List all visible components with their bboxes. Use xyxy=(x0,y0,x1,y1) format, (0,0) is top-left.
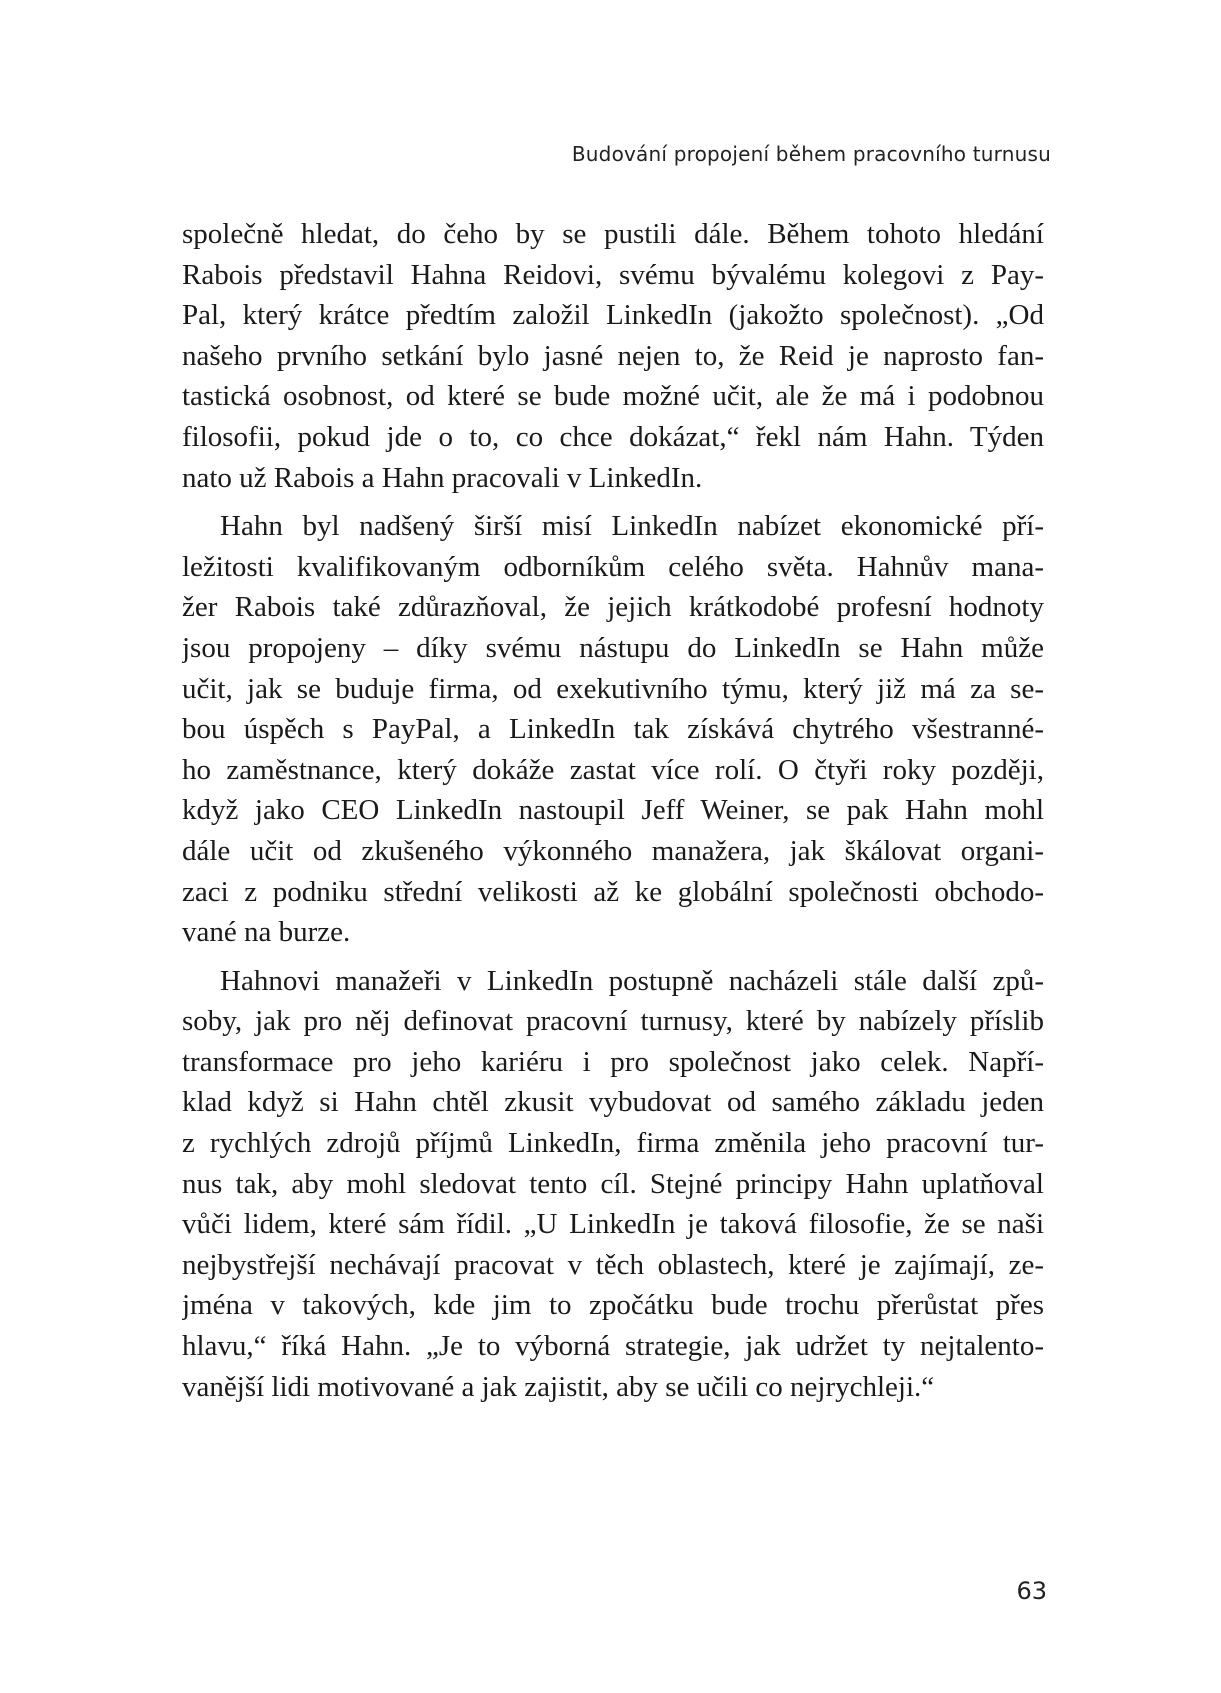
text-line: Hahnovi manažeři v LinkedIn postupně nacházeli stále další způ- xyxy=(220,964,1044,997)
text-line: Rabois představil Hahna Reidovi, svému bývalému kolegovi z Pay- xyxy=(182,258,1044,291)
text-line: Hahn byl nadšený širší misí LinkedIn nabízet ekonomické pří- xyxy=(220,510,1044,543)
running-header: Budování propojení během pracovního turnusu xyxy=(571,142,1051,166)
text-line: Pal, který krátce předtím založil LinkedIn (jakožto společnost). „Od xyxy=(182,299,1044,332)
text-line: ho zaměstnance, který dokáže zastat více rolí. O čtyři roky později, xyxy=(182,753,1044,786)
text-line: hlavu,“ říká Hahn. „Je to výborná strategie, jak udržet ty nejtalento- xyxy=(182,1330,1044,1363)
paragraph-gap xyxy=(182,498,1044,506)
text-line: jména v takových, kde jim to zpočátku bude trochu přerůstat přes xyxy=(182,1289,1044,1322)
text-line: filosofii, pokud jde o to, co chce dokázat,“ řekl nám Hahn. Týden xyxy=(182,420,1044,453)
text-line: společně hledat, do čeho by se pustili dále. Během tohoto hledání xyxy=(182,218,1044,250)
text-line: dále učit od zkušeného výkonného manažera, jak škálovat organi- xyxy=(182,834,1044,867)
text-line: nus tak, aby mohl sledovat tento cíl. Stejné principy Hahn uplatňoval xyxy=(182,1167,1044,1200)
text-line: vůči lidem, které sám řídil. „U LinkedIn je taková filosofie, že se naši xyxy=(182,1208,1044,1241)
text-line: nato už Rabois a Hahn pracovali v LinkedIn. xyxy=(182,461,703,494)
text-line: vané na burze. xyxy=(182,916,351,949)
text-line: nejbystřejší nechávají pracovat v těch oblastech, které je zajímají, ze- xyxy=(182,1248,1044,1281)
body-text xyxy=(182,214,1044,1407)
page-number: 63 xyxy=(1016,1577,1047,1605)
text-line: ležitosti kvalifikovaným odborníkům celého světa. Hahnův mana- xyxy=(182,550,1044,583)
text-line: když jako CEO LinkedIn nastoupil Jeff Weiner, se pak Hahn mohl xyxy=(182,794,1044,827)
text-line: učit, jak se buduje firma, od exekutivního týmu, který již má za se- xyxy=(182,672,1044,705)
paragraph xyxy=(182,961,1044,1408)
text-line: žer Rabois také zdůrazňoval, že jejich krátkodobé profesní hodnoty xyxy=(182,591,1044,624)
text-line: našeho prvního setkání bylo jasné nejen to, že Reid je naprosto fan- xyxy=(182,339,1044,372)
text-line: tastická osobnost, od které se bude možné učit, ale že má i podobnou xyxy=(182,380,1044,413)
text-line: transformace pro jeho kariéru i pro společnost jako celek. Napří- xyxy=(182,1045,1044,1078)
text-line: soby, jak pro něj definovat pracovní turnusy, které by nabízely příslib xyxy=(182,1005,1044,1038)
text-line: vanější lidi motivované a jak zajistit, aby se učili co nejrychleji.“ xyxy=(182,1370,935,1403)
paragraph xyxy=(182,506,1044,953)
paragraph-gap xyxy=(182,953,1044,961)
text-line: z rychlých zdrojů příjmů LinkedIn, firma změnila jeho pracovní tur- xyxy=(182,1127,1044,1160)
paragraph xyxy=(182,214,1044,498)
text-line: zaci z podniku střední velikosti až ke globální společnosti obchodo- xyxy=(182,875,1044,908)
text-line: bou úspěch s PayPal, a LinkedIn tak získává chytrého všestranné- xyxy=(182,713,1044,746)
text-line: jsou propojeny – díky svému nástupu do LinkedIn se Hahn může xyxy=(182,631,1044,664)
text-line: klad když si Hahn chtěl zkusit vybudovat od samého základu jeden xyxy=(182,1086,1044,1119)
